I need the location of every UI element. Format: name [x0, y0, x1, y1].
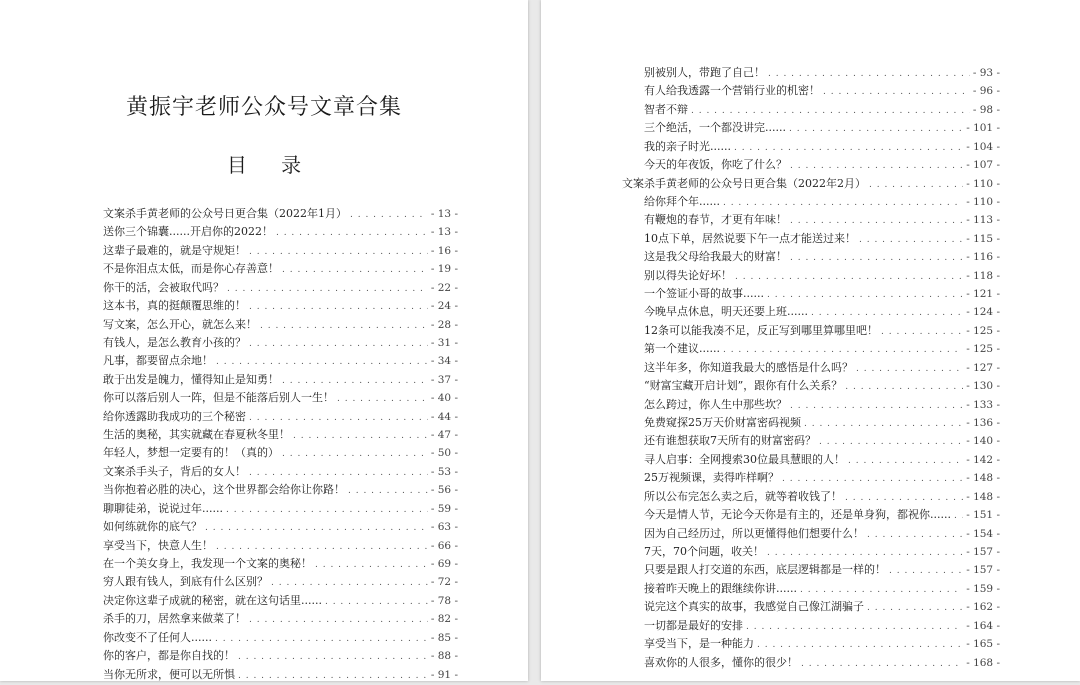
toc-entry-page: - 34 - [430, 355, 458, 368]
toc-entry-page: - 59 - [430, 502, 458, 515]
toc-entry-title: 你可以落后别人一阵，但是不能落后别人一生！ [103, 391, 334, 405]
toc-entry[interactable] [103, 371, 458, 389]
toc-dot-leader [282, 445, 428, 463]
toc-entry[interactable] [103, 481, 458, 499]
toc-entry-title: 免费窥探25万天价财富密码视频 [644, 416, 801, 430]
toc-entry-page: - 101 - [966, 122, 1000, 135]
toc-entry-page: - 168 - [966, 656, 1000, 669]
toc-entry-page: - 162 - [966, 601, 1000, 614]
toc-dot-leader [889, 562, 963, 580]
toc-entry[interactable] [622, 432, 1000, 450]
toc-entry-page: - 110 - [966, 177, 1000, 190]
toc-entry-title: 不是你泪点太低，而是你心存善意！ [103, 262, 279, 276]
toc-entry[interactable] [103, 537, 458, 555]
toc-entry-title: 写文案，怎么开心，就怎么来！ [103, 317, 257, 331]
toc-entry[interactable] [103, 555, 458, 573]
toc-entry-title: 这本书，真的挺颠覆思维的！ [103, 299, 246, 313]
toc-entry-title: 穷人跟有钱人，到底有什么区别？ [103, 575, 268, 589]
toc-entry-title: 说完这个真实的故事，我感觉自己像江湖骗子 [644, 600, 864, 614]
toc-entry-page: - 72 - [430, 576, 458, 589]
toc-entry[interactable] [622, 506, 1000, 524]
toc-dot-leader [735, 268, 963, 286]
toc-entry-page: - 24 - [430, 300, 458, 313]
toc-dot-leader [350, 206, 428, 224]
toc-entry-page: - 148 - [966, 472, 1000, 485]
toc-dot-leader [249, 298, 428, 316]
toc-entry[interactable] [622, 267, 1000, 285]
toc-entry-title: 当你无所求，便可以无所惧 [103, 667, 235, 681]
toc-dot-leader [282, 372, 428, 390]
toc-entry[interactable] [103, 629, 458, 647]
toc-entry-title: 凡事，都要留点余地！ [103, 354, 213, 368]
toc-dot-leader [848, 452, 963, 470]
toc-entry-page: - 85 - [430, 631, 458, 644]
toc-entry-page: - 157 - [966, 564, 1000, 577]
toc-entry[interactable] [103, 205, 458, 223]
toc-entry-page: - 127 - [966, 361, 1000, 374]
toc-entry-page: - 91 - [430, 668, 458, 681]
toc-entry-title: 享受当下，快意人生！ [103, 538, 213, 552]
toc-entry[interactable] [622, 175, 1000, 193]
toc-dot-leader [789, 120, 963, 138]
toc-entry-title: 你的客户，都是你自找的！ [103, 649, 235, 663]
toc-entry-page: - 37 - [430, 373, 458, 386]
toc-entry-title: 有人给我透露一个营销行业的机密！ [644, 84, 820, 98]
toc-entry-title: 给你拜个年...... [644, 194, 720, 208]
toc-entry-page: - 19 - [430, 263, 458, 276]
toc-entry[interactable] [622, 193, 1000, 211]
toc-entry-page: - 118 - [966, 269, 1000, 282]
toc-dot-leader [767, 544, 963, 562]
toc-dot-leader [867, 599, 963, 617]
toc-entry-title: 这半年多，你知道我最大的感悟是什么吗？ [644, 360, 853, 374]
toc-entry[interactable] [103, 352, 458, 370]
toc-dot-leader [790, 157, 963, 175]
toc-entry-page: - 13 - [430, 208, 458, 220]
toc-entry-page: - 130 - [966, 380, 1000, 393]
toc-entry-page: - 78 - [430, 594, 458, 607]
toc-dot-leader [205, 519, 428, 537]
toc-entry[interactable] [622, 359, 1000, 377]
toc-dot-leader [723, 341, 963, 359]
toc-dot-leader [337, 390, 428, 408]
toc-entry-title: 今天的年夜饭，你吃了什么？ [644, 158, 787, 172]
toc-entry-page: - 56 - [430, 484, 458, 497]
toc-list-right [622, 64, 1000, 672]
toc-dot-leader [315, 556, 428, 574]
toc-dot-leader [845, 378, 963, 396]
toc-dot-leader [691, 102, 970, 120]
toc-entry[interactable] [103, 463, 458, 481]
toc-entry[interactable] [622, 156, 1000, 174]
toc-entry-title: 生活的奥秘，其实就藏在春夏秋冬里！ [103, 428, 290, 442]
toc-entry-page: - 104 - [966, 140, 1000, 153]
toc-entry-page: - 113 - [966, 214, 1000, 227]
toc-entry-title: 今天是情人节，无论今天你是有主的，还是单身狗，都祝你...... [644, 508, 951, 522]
toc-entry[interactable] [622, 414, 1000, 432]
toc-dot-leader [238, 667, 428, 685]
toc-dot-leader [790, 397, 963, 415]
toc-dot-leader [226, 501, 428, 519]
toc-entry[interactable] [622, 598, 1000, 616]
toc-entry-page: - 66 - [430, 539, 458, 552]
toc-entry[interactable] [103, 518, 458, 536]
toc-entry-title: 文案杀手黄老师的公众号日更合集（2022年1月） [103, 207, 347, 220]
toc-dot-leader [811, 304, 963, 322]
toc-dot-leader [249, 409, 428, 427]
toc-entry-page: - 116 - [966, 251, 1000, 264]
toc-dot-leader [782, 470, 963, 488]
toc-entry-title: 第一个建议...... [644, 342, 720, 356]
toc-dot-leader [271, 574, 428, 592]
toc-list-left [103, 205, 458, 684]
toc-entry-page: - 125 - [966, 324, 1000, 337]
toc-dot-leader [804, 415, 963, 433]
toc-entry-title: 聊聊徒弟，说说过年...... [103, 501, 223, 515]
toc-entry[interactable] [622, 488, 1000, 506]
toc-entry[interactable] [103, 573, 458, 591]
toc-entry-page: - 88 - [430, 650, 458, 663]
toc-entry[interactable] [103, 334, 458, 352]
toc-dot-leader [790, 249, 963, 267]
toc-entry-page: - 164 - [966, 619, 1000, 632]
toc-entry-title: 25万视频课，卖得咋样啊？ [644, 471, 779, 485]
toc-entry-page: - 22 - [430, 281, 458, 294]
toc-dot-leader [249, 243, 428, 261]
toc-entry-title: 智者不辩 [644, 102, 688, 116]
toc-entry-title: 寻人启事：全网搜索30位最具慧眼的人！ [644, 452, 845, 466]
toc-entry-title: 你改变不了任何人...... [103, 630, 212, 644]
toc-entry[interactable] [622, 248, 1000, 266]
toc-entry-title: 当你抱着必胜的决心，这个世界都会给你让你路！ [103, 483, 345, 497]
toc-entry[interactable] [103, 592, 458, 610]
toc-dot-leader [746, 618, 963, 636]
toc-entry-title: 年轻人，梦想一定要有的！（真的） [103, 446, 279, 460]
toc-entry-title: 所以公布完怎么卖之后，就等着收钱了！ [644, 489, 842, 503]
toc-entry-title: 别被别人，带跑了自己！ [644, 66, 765, 79]
toc-entry-page: - 136 - [966, 417, 1000, 430]
toc-entry[interactable] [622, 580, 1000, 598]
toc-dot-leader [845, 489, 963, 507]
toc-dot-leader [293, 427, 428, 445]
toc-dot-leader [801, 655, 963, 673]
toc-entry-page: - 107 - [966, 159, 1000, 172]
toc-entry-page: - 13 - [430, 226, 458, 239]
toc-entry-title: 一个签证小哥的故事...... [644, 287, 764, 301]
toc-dot-leader [348, 482, 428, 500]
toc-entry[interactable] [103, 279, 458, 297]
toc-dot-leader [249, 464, 428, 482]
toc-entry-title: 文案杀手黄老师的公众号日更合集（2022年2月） [622, 176, 866, 190]
toc-entry-page: - 159 - [966, 582, 1000, 595]
toc-entry[interactable] [622, 543, 1000, 561]
toc-entry-page: - 31 - [430, 336, 458, 349]
toc-entry[interactable] [103, 408, 458, 426]
toc-entry[interactable] [103, 316, 458, 334]
toc-entry[interactable] [622, 396, 1000, 414]
toc-dot-leader [723, 194, 963, 212]
toc-dot-leader [249, 611, 428, 629]
toc-dot-leader [325, 593, 428, 611]
toc-dot-leader [790, 212, 963, 230]
toc-entry[interactable] [622, 451, 1000, 469]
toc-entry[interactable] [622, 561, 1000, 579]
toc-entry[interactable] [622, 211, 1000, 229]
toc-entry[interactable] [103, 242, 458, 260]
toc-entry-title: 这是我父母给我最大的财富！ [644, 250, 787, 264]
toc-entry-title: 杀手的刀，居然拿来做菜了！ [103, 612, 246, 626]
toc-entry[interactable] [622, 138, 1000, 156]
toc-heading: 目 录 [226, 153, 316, 177]
toc-entry-title: 给你透露助我成功的三个秘密 [103, 409, 246, 423]
toc-entry-title: 文案杀手头子，背后的女人！ [103, 464, 246, 478]
toc-dot-leader [227, 280, 428, 298]
toc-entry-title: 7天，70个问题，收关！ [644, 544, 764, 558]
toc-entry[interactable] [103, 389, 458, 407]
toc-entry-title: 决定你这辈子成就的秘密，就在这句话里...... [103, 593, 322, 607]
toc-entry-title: 你干的活，会被取代吗？ [103, 280, 224, 294]
toc-entry-page: - 148 - [966, 490, 1000, 503]
toc-entry[interactable] [103, 610, 458, 628]
toc-entry[interactable] [103, 260, 458, 278]
toc-dot-leader [215, 630, 428, 648]
toc-entry-title: 敢于出发是魄力，懂得知止是知勇！ [103, 372, 279, 386]
toc-entry-page: - 157 - [966, 545, 1000, 558]
toc-entry-title: 送你三个锦囊......开启你的2022！ [103, 225, 273, 239]
toc-entry-title: “财富宝藏开启计划”，跟你有什么关系？ [644, 379, 843, 393]
toc-entry[interactable] [622, 230, 1000, 248]
toc-entry-page: - 124 - [966, 306, 1000, 319]
toc-entry[interactable] [622, 635, 1000, 653]
toc-entry-page: - 151 - [966, 509, 1000, 522]
toc-entry-page: - 50 - [430, 447, 458, 460]
toc-entry[interactable] [622, 322, 1000, 340]
toc-dot-leader [823, 83, 970, 101]
toc-entry[interactable] [103, 426, 458, 444]
toc-entry-page: - 93 - [972, 67, 1000, 79]
toc-entry[interactable] [622, 340, 1000, 358]
toc-entry[interactable] [622, 64, 1000, 82]
toc-entry-title: 享受当下，是一种能力 [644, 637, 754, 651]
toc-entry-title: 因为自己经历过，所以更懂得他们想要什么！ [644, 526, 864, 540]
toc-entry-page: - 121 - [966, 288, 1000, 301]
toc-entry-title: 一切都是最好的安排 [644, 618, 743, 632]
toc-entry[interactable] [622, 119, 1000, 137]
toc-entry[interactable] [103, 666, 458, 684]
toc-entry[interactable] [103, 297, 458, 315]
toc-entry[interactable] [622, 377, 1000, 395]
toc-entry-title: 三个绝活，一个都没讲完...... [644, 121, 786, 135]
toc-entry-page: - 40 - [430, 392, 458, 405]
toc-entry-title: 有钱人，是怎么教育小孩的？ [103, 335, 246, 349]
toc-entry[interactable] [622, 303, 1000, 321]
toc-dot-leader [881, 323, 963, 341]
toc-entry-page: - 142 - [966, 453, 1000, 466]
toc-entry-page: - 16 - [430, 244, 458, 257]
toc-dot-leader [869, 176, 963, 194]
toc-entry-page: - 154 - [966, 527, 1000, 540]
toc-entry-page: - 125 - [966, 343, 1000, 356]
toc-entry-title: 在一个美女身上，我发现一个文案的奥秘！ [103, 557, 312, 571]
toc-entry[interactable] [622, 285, 1000, 303]
toc-entry-page: - 28 - [430, 318, 458, 331]
toc-dot-leader [954, 507, 963, 525]
toc-dot-leader [276, 224, 428, 242]
toc-entry-title: 12条可以能我凑不足，反正写到哪里算哪里吧！ [644, 323, 878, 337]
toc-entry-page: - 96 - [972, 85, 1000, 98]
toc-entry-title: 只要是跟人打交道的东西，底层逻辑都是一样的！ [644, 563, 886, 577]
toc-dot-leader [859, 231, 963, 249]
toc-entry[interactable] [103, 647, 458, 665]
toc-entry[interactable] [622, 525, 1000, 543]
toc-dot-leader [800, 581, 963, 599]
toc-dot-leader [856, 360, 963, 378]
toc-entry-page: - 110 - [966, 195, 1000, 208]
toc-entry-title: 这辈子最难的，就是守规矩！ [103, 243, 246, 257]
toc-dot-leader [867, 526, 963, 544]
toc-dot-leader [260, 317, 428, 335]
toc-dot-leader [282, 261, 428, 279]
toc-entry-page: - 53 - [430, 465, 458, 478]
toc-entry-title: 别以得失论好坏！ [644, 268, 732, 282]
toc-dot-leader [216, 353, 428, 371]
toc-entry-page: - 82 - [430, 613, 458, 626]
toc-entry-title: 今晚早点休息，明天还要上班...... [644, 305, 808, 319]
toc-dot-leader [734, 139, 963, 157]
toc-entry-page: - 140 - [966, 435, 1000, 448]
toc-entry-page: - 98 - [972, 103, 1000, 116]
toc-entry-title: 接着昨天晚上的跟继续你讲...... [644, 581, 797, 595]
toc-dot-leader [216, 538, 428, 556]
toc-entry[interactable] [103, 223, 458, 241]
toc-dot-leader [768, 65, 970, 83]
toc-dot-leader [757, 636, 963, 654]
toc-entry-page: - 44 - [430, 410, 458, 423]
toc-dot-leader [249, 335, 428, 353]
document-title: 黄振宇老师公众号文章合集 [125, 95, 402, 120]
toc-entry[interactable] [622, 101, 1000, 119]
toc-entry-title: 怎么跨过，你人生中那些坎？ [644, 397, 787, 411]
toc-entry[interactable] [622, 654, 1000, 672]
toc-entry-title: 10点下单，居然说要下午一点才能送过来！ [644, 231, 856, 245]
toc-entry[interactable] [622, 469, 1000, 487]
toc-entry-page: - 133 - [966, 398, 1000, 411]
toc-entry-title: 有鞭炮的春节，才更有年味！ [644, 213, 787, 227]
toc-entry-title: 还有谁想获取7天所有的财富密码？ [644, 434, 816, 448]
toc-entry-page: - 115 - [966, 232, 1000, 245]
toc-entry[interactable] [103, 444, 458, 462]
toc-entry[interactable] [103, 500, 458, 518]
toc-entry-title: 我的亲子时光...... [644, 139, 731, 153]
toc-entry-title: 喜欢你的人很多，懂你的很少！ [644, 655, 798, 669]
toc-dot-leader [819, 433, 963, 451]
toc-entry-page: - 47 - [430, 429, 458, 442]
toc-entry[interactable] [622, 617, 1000, 635]
toc-dot-leader [238, 648, 428, 666]
toc-entry-page: - 69 - [430, 558, 458, 571]
toc-entry-page: - 63 - [430, 521, 458, 534]
toc-entry-page: - 165 - [966, 638, 1000, 651]
toc-entry-title: 如何练就你的底气？ [103, 520, 202, 534]
toc-entry[interactable] [622, 82, 1000, 100]
toc-dot-leader [767, 286, 963, 304]
